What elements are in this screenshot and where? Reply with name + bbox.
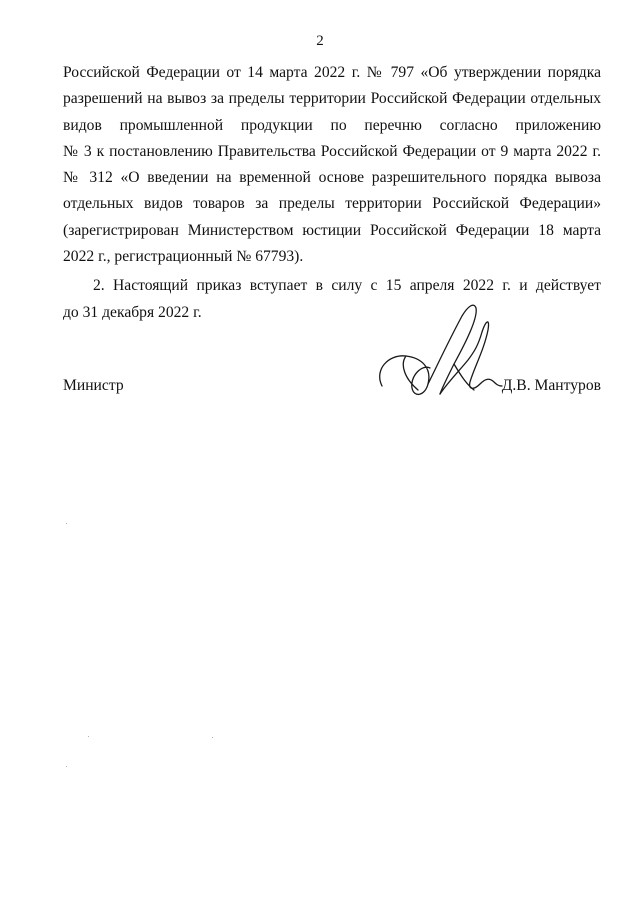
signer-title: Министр	[63, 377, 124, 394]
document-body	[63, 60, 601, 326]
scan-speck	[88, 736, 89, 737]
scan-speck	[66, 766, 67, 767]
signature-block	[63, 373, 601, 403]
paragraph-continuation	[63, 60, 601, 270]
text-line: 2. Настоящий приказ вступает в силу с 15 апреля 2022 г. и действует	[93, 277, 601, 295]
paragraph-effective-date	[63, 273, 601, 326]
scan-speck	[212, 737, 213, 738]
text-line: видов промышленной продукции по перечню согласно приложению	[63, 116, 601, 134]
text-line: отдельных видов товаров за пределы территории Российской Федерации»	[63, 195, 601, 213]
text-line: 2022 г., регистрационный № 67793).	[63, 248, 304, 266]
text-line: Российской Федерации от 14 марта 2022 г. № 797 «Об утверждении порядка	[63, 64, 601, 81]
scan-speck	[66, 523, 67, 524]
text-line: (зарегистрирован Министерством юстиции Российской Федерации 18 марта	[63, 221, 601, 239]
page-number: 2	[316, 33, 324, 49]
text-line: № 312 «О введении на временной основе разрешительного порядка вывоза	[63, 169, 601, 187]
text-line: № 3 к постановлению Правительства Российской Федерации от 9 марта 2022 г.	[63, 142, 601, 160]
text-line: до 31 декабря 2022 г.	[63, 303, 202, 321]
text-line: разрешений на вывоз за пределы территории Российской Федерации отдельных	[63, 90, 601, 108]
signer-name: Д.В. Мантуров	[501, 377, 601, 394]
